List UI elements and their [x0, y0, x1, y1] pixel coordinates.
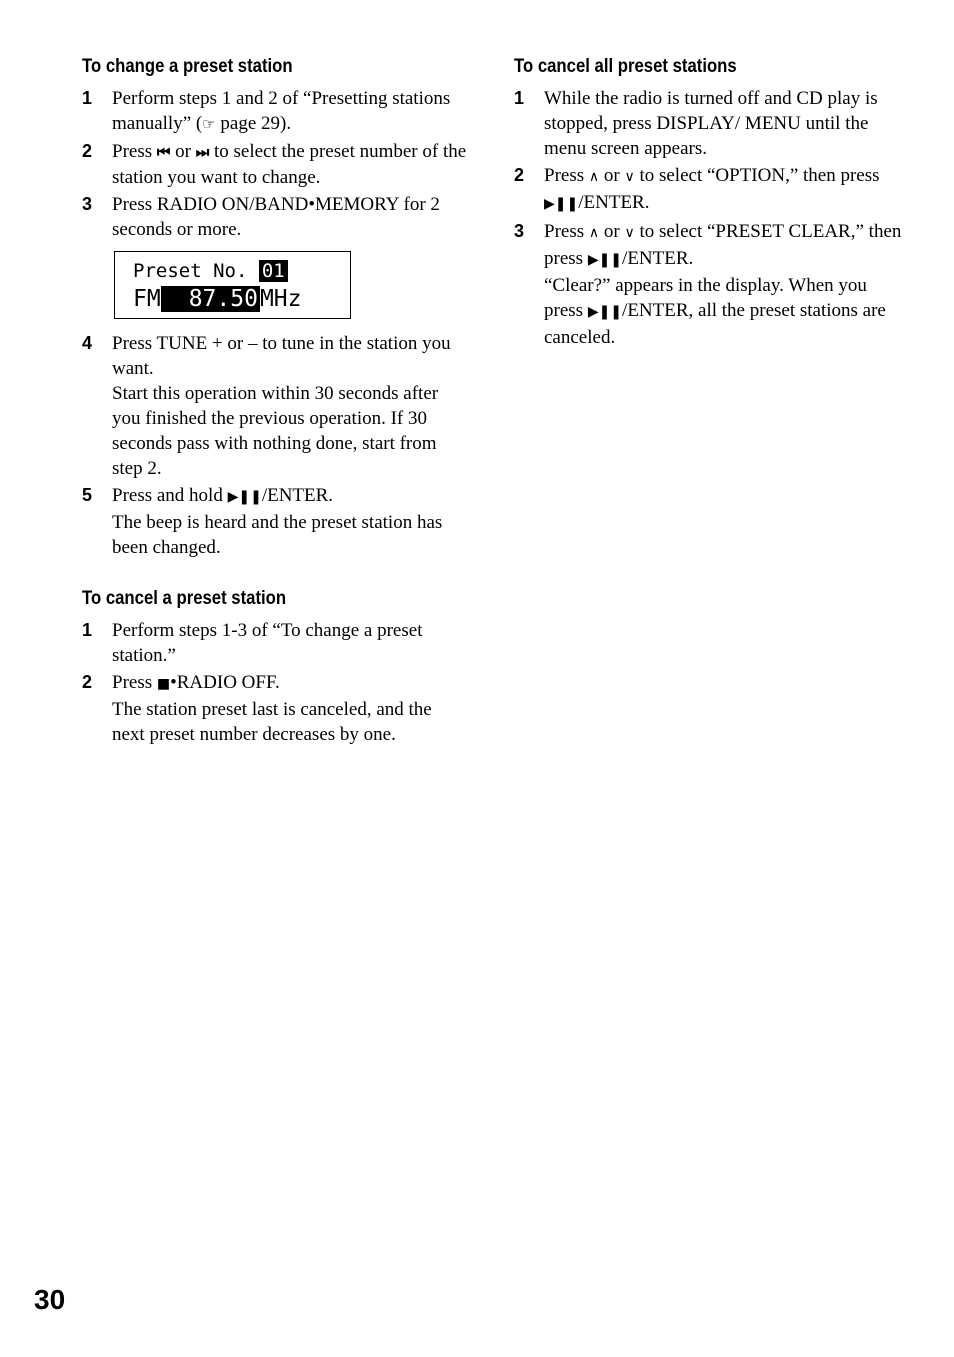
- step-number: 1: [82, 88, 93, 108]
- section-title-cancel-preset: To cancel a preset station: [82, 588, 287, 609]
- step-number: 1: [82, 620, 93, 640]
- cancel-all-step-2: [514, 163, 904, 217]
- step-text: Press and hold: [112, 485, 228, 506]
- step-text: Press: [112, 141, 157, 162]
- step-number: 5: [82, 485, 93, 505]
- step-text: Press: [112, 672, 157, 693]
- lcd-preset-number: 01: [259, 260, 288, 282]
- step-text: or: [599, 165, 625, 186]
- section-title-cancel-all: To cancel all preset stations: [514, 56, 737, 77]
- step-number: 2: [82, 672, 93, 692]
- change-step-2: [82, 139, 468, 190]
- step-number: 2: [514, 165, 525, 185]
- lcd-preset-label: Preset No.: [133, 260, 248, 282]
- step-text: Perform steps 1-3 of “To change a preset station.”: [112, 620, 423, 666]
- page-reference-icon: ☞: [202, 115, 216, 133]
- step-text: or: [599, 221, 625, 242]
- change-step-5: [82, 483, 468, 560]
- lcd-display-illustration: [114, 251, 351, 319]
- step-text: /ENTER.: [578, 192, 650, 213]
- right-column: [514, 54, 904, 352]
- lcd-frequency: 87.50: [161, 286, 260, 312]
- step-text: to select the preset number of the station you want to change.: [112, 141, 467, 188]
- step-number: 1: [514, 88, 525, 108]
- step-text: Press: [544, 165, 589, 186]
- cancel-all-step-3: [514, 219, 904, 350]
- play-pause-icon: ▶❚❚: [587, 252, 623, 268]
- step-note: “Clear?” appears in the display. When you press: [544, 275, 867, 321]
- step-text: Perform steps 1 and 2 of “Presetting stations manually” (: [112, 88, 451, 134]
- down-arrow-icon: ∨: [624, 225, 635, 241]
- left-column: [82, 54, 468, 749]
- page-number: 30: [34, 1284, 66, 1315]
- previous-track-icon: ⏮: [156, 143, 169, 161]
- step-text: Press RADIO ON/BAND•MEMORY for 2 seconds or more.: [112, 194, 440, 240]
- step-note: Start this operation within 30 seconds after you finished the previous operation. If 30 seconds pass with nothing done, start from step 2.: [112, 383, 439, 479]
- lcd-unit: MHz: [259, 286, 302, 312]
- step-note: /ENTER, all the preset stations are canceled.: [544, 300, 886, 348]
- step-text: page 29).: [215, 113, 292, 134]
- step-text: to select “PRESET CLEAR,” then press: [544, 221, 902, 269]
- step-text: /ENTER.: [261, 485, 334, 506]
- step-text: •RADIO OFF.: [170, 672, 280, 693]
- play-pause-icon: ▶❚❚: [587, 304, 623, 320]
- cancel-step-2: [82, 670, 468, 747]
- change-step-3: [82, 192, 468, 242]
- step-text: to select “OPTION,” then press: [634, 165, 880, 186]
- step-text: While the radio is turned off and CD play is stopped, press DISPLAY/ MENU until the menu screen appears.: [544, 88, 878, 159]
- step-text: /ENTER.: [622, 248, 694, 269]
- step-text: Press TUNE + or – to tune in the station you want.: [112, 333, 451, 379]
- step-text: or: [170, 141, 196, 162]
- play-pause-icon: ▶❚❚: [544, 196, 579, 212]
- step-note: The station preset last is canceled, and the next preset number decreases by one.: [112, 699, 432, 745]
- stop-icon: ■: [156, 676, 171, 692]
- section-title-change-preset: To change a preset station: [82, 56, 293, 77]
- lcd-preset-row: [133, 260, 288, 282]
- step-text: Press: [544, 221, 589, 242]
- down-arrow-icon: ∨: [624, 169, 635, 185]
- cancel-step-1: [82, 618, 468, 668]
- change-step-4: [82, 331, 468, 481]
- cancel-all-step-1: [514, 86, 904, 161]
- play-pause-icon: ▶❚❚: [227, 489, 262, 505]
- step-number: 3: [82, 194, 93, 214]
- lcd-frequency-row: [133, 286, 302, 312]
- step-note: The beep is heard and the preset station has been changed.: [112, 512, 443, 558]
- up-arrow-icon: ∧: [588, 225, 600, 241]
- step-number: 3: [514, 221, 525, 241]
- next-track-icon: ⏭: [195, 143, 208, 161]
- step-number: 4: [82, 333, 93, 353]
- step-number: 2: [82, 141, 93, 161]
- change-step-1: [82, 86, 468, 137]
- lcd-band: FM: [133, 286, 161, 312]
- up-arrow-icon: ∧: [588, 169, 600, 185]
